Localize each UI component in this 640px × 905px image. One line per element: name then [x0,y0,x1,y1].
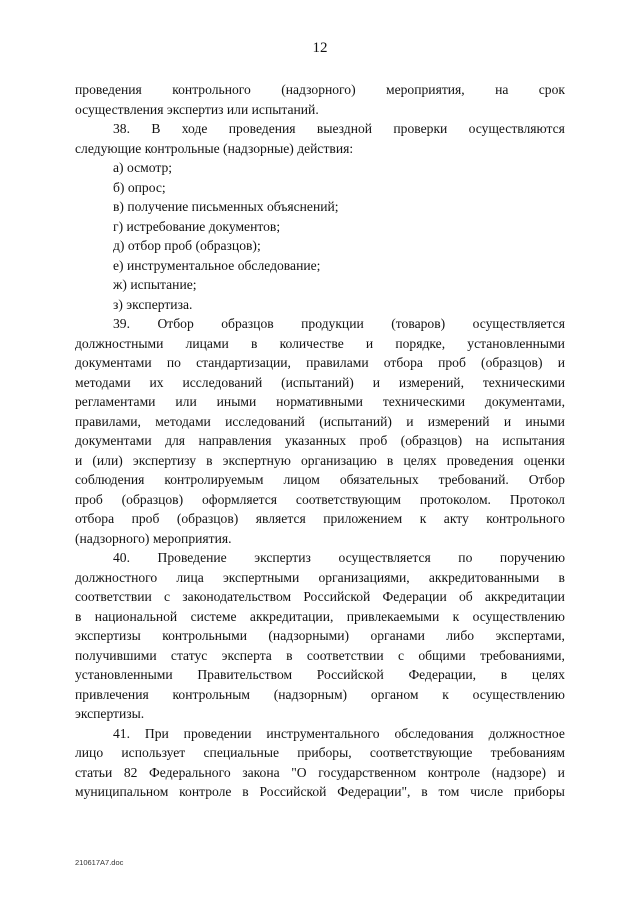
text-line: з) экспертиза. [113,296,193,312]
text-line [75,431,565,451]
word: целях [531,667,565,682]
word: контрольными [162,628,247,643]
word: органом [370,686,419,702]
word: осуществлению [472,686,565,702]
word: указанных [284,433,347,448]
word: техническими [382,394,465,409]
word: и [365,335,374,351]
word: контролируемым [164,472,264,487]
word: соблюдения [75,472,145,487]
word: привлекаемыми [346,608,440,624]
word: и [557,355,565,370]
word: контроле [427,764,481,780]
text-line: ж) испытание; [113,277,197,292]
word: техническими [482,374,565,390]
word: нормативными [276,394,363,409]
word: требованиям [490,745,565,760]
word: соответствии [75,589,152,604]
word: муниципальном [75,784,169,799]
word: оформляется [201,491,278,507]
document-body [75,80,565,802]
word: контрольным [172,686,250,702]
word: целях [403,452,437,468]
word: экспертизы [75,628,141,643]
word: испытания [502,433,565,448]
word: установленными [467,335,565,351]
word: том [438,784,460,799]
word: документами, [484,394,565,409]
word: измерений, [398,374,464,390]
word: общими [418,647,466,663]
word: экспертизу [132,452,197,468]
word: к [419,511,427,526]
text-line [75,470,565,490]
word: 38. [113,121,130,136]
word: либо [446,628,475,643]
word: (или) [92,452,123,468]
word: приложением [323,511,403,526]
word: мероприятия, [386,82,465,97]
word: аккредитованными [428,569,540,585]
word: в [500,667,508,682]
text-line [75,373,565,393]
word: на [495,82,509,97]
word: экспертную [222,452,291,468]
word: проб [75,491,103,507]
text-line [75,782,565,802]
word: Правительством [197,667,293,682]
word: 41. [113,725,130,741]
word: использует [121,745,186,760]
text-line: а) осмотр; [113,160,173,175]
word: Отбор [157,316,194,331]
word: в [286,647,293,663]
text-line [75,490,565,510]
word: должностное [488,725,565,741]
text-line [75,334,565,354]
text-line [75,392,565,412]
word: является [255,511,306,526]
text-line [75,568,565,588]
word: порядке, [395,335,446,351]
word: проведения [75,82,142,97]
word: закона [242,764,280,780]
word: (надзорного) [281,82,356,97]
word: Протокол [509,491,565,507]
word: экспертами, [495,628,565,643]
word: с [164,589,171,604]
word: эксперта [221,647,272,663]
word: соответствующие [369,745,473,760]
text-line: д) отбор проб (образцов); [113,238,261,253]
word: осуществлению [472,608,565,624]
word: и [557,764,565,780]
word: обязательных [339,472,419,487]
word: в [386,452,394,468]
text-line [75,412,565,432]
word: соответствующим [295,491,401,507]
word: требованиями, [479,647,565,663]
word: поручению [499,550,565,565]
text-line: б) опрос; [113,179,166,195]
word: Российской [259,784,327,799]
word: методами [75,374,131,390]
word: инструментального [266,725,380,741]
word: (надзорными) [268,628,350,643]
word: иными [525,413,565,429]
text-line: осуществления экспертиз или испытаний. [75,101,319,117]
page-number: 12 [312,40,328,56]
word: иными [216,394,257,409]
word: приборы, [297,745,352,760]
word: национальной [94,608,178,624]
word: проведения [446,452,514,468]
word: лица [176,569,204,585]
text-line [75,607,565,627]
word: акту [443,511,469,526]
word: их [149,374,164,390]
word: отбора [75,511,115,526]
word: исследований [182,374,263,390]
word: на [475,433,489,448]
text-line [75,587,565,607]
word: Отбор [528,472,565,487]
word: в [206,452,213,468]
word: статус [170,647,208,663]
word: контрольного [172,82,251,97]
word: к [452,608,460,624]
word: организациями, [318,569,410,585]
word: проб [359,433,388,448]
text-line: г) истребование документов; [113,218,281,234]
word: требований. [438,472,509,487]
word: выездной [316,121,373,136]
word: по [166,355,181,370]
word: контрольного [486,511,565,526]
text-line [75,724,565,744]
text-line: в) получение письменных объяснений; [113,199,339,214]
word: об [458,589,473,604]
word: числе [470,784,504,799]
text-line [75,743,565,763]
word: в [421,784,428,799]
word: статьи [75,764,113,780]
word: 39. [113,316,130,331]
text-line [75,353,565,373]
word: Федерации [382,589,447,604]
text-line [75,763,565,783]
word: экспертными [222,569,300,585]
word: Федерального [149,764,231,780]
word: направления [198,433,272,448]
word: и [503,413,512,429]
word: отбора [383,355,423,370]
word: приборы [513,784,565,799]
word: документами [75,355,152,370]
word: в [558,569,565,585]
word: протоколом. [419,491,491,507]
word: законодательством [182,589,292,604]
word: получившими [75,647,157,663]
word: должностного [75,569,158,585]
text-line [75,685,565,705]
word: осуществляется [472,316,565,331]
word: "О [291,764,307,780]
word: документами [75,433,152,448]
text-line [75,626,565,646]
word: и [75,452,83,468]
text-line: экспертизы. [75,706,145,721]
word: должностными [75,335,164,351]
word: проб [131,511,160,526]
text-line [75,646,565,666]
word: (образцов) [400,433,463,448]
word: В [151,121,161,136]
word: аккредитации [484,589,565,604]
word: (надзоре) [491,764,547,780]
word: экспертиз [254,550,311,565]
word: установленными [75,667,173,682]
word: Российской [316,667,384,682]
word: организацию [300,452,377,468]
word: Федерации", [337,784,411,799]
word: государственном [318,764,417,780]
word: (образцов) [176,511,239,526]
word: проведения [228,121,296,136]
word: исследований [225,413,305,429]
word: оценки [523,452,565,468]
word: 40. [113,550,130,565]
word: (товаров) [391,316,446,331]
word: лицом [283,472,320,487]
word: При [144,725,169,741]
word: системе [190,608,237,624]
word: и [406,413,414,429]
word: обследования [394,725,474,741]
word: (испытаний) [281,374,354,390]
word: осуществляются [468,121,565,136]
word: продукции [301,316,364,331]
word: образцов [221,316,274,331]
word: привлечения [75,686,149,702]
word: осуществляется [338,550,431,565]
text-line [75,665,565,685]
text-line [75,314,565,334]
word: (образцов) [481,355,543,370]
word: лицо [75,745,104,760]
word: по [458,550,473,565]
word: аккредитации, [249,608,334,624]
text-line: (надзорного) мероприятия. [75,530,232,546]
word: в [75,608,82,624]
word: (испытаний) [319,413,392,429]
word: 82 [123,764,138,780]
word: органами [370,628,425,643]
text-line [75,548,565,568]
word: ходе [181,121,208,136]
text-line [75,80,565,100]
word: лицами [185,335,229,351]
word: (образцов) [121,491,184,507]
word: методами [155,413,211,429]
word: проб [438,355,466,370]
word: регламентами [75,394,156,409]
text-line: следующие контрольные (надзорные) действия: [75,140,354,156]
word: к [442,686,449,702]
word: для [165,433,186,448]
word: Федерации, [408,667,477,682]
word: (надзорным) [273,686,348,702]
word: Российской [303,589,371,604]
word: в [242,784,249,799]
word: проведении [183,725,252,741]
word: проверки [393,121,448,136]
word: или [175,394,197,409]
word: специальные [203,745,279,760]
word: и [372,374,380,390]
word: правилами, [75,413,141,429]
word: измерений [427,413,490,429]
text-line [75,451,565,471]
word: в [250,335,258,351]
text-line [75,119,565,139]
word: срок [538,82,565,97]
text-line: е) инструментальное обследование; [113,257,321,273]
word: стандартизации, [196,355,291,370]
file-name-footer: 210617A7.doc [75,858,124,867]
text-line [75,509,565,529]
word: контроле [179,784,232,799]
word: соответствии [306,647,384,663]
word: правилами [306,355,369,370]
word: Проведение [157,550,227,565]
word: количестве [279,335,344,351]
word: с [397,647,405,663]
